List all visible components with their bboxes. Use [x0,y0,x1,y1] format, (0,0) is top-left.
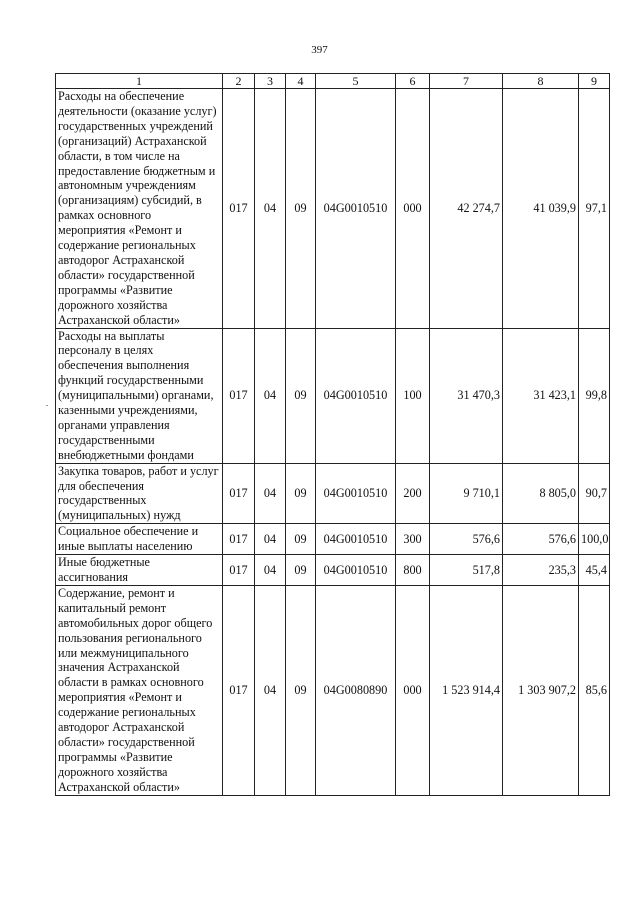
execution-percent: 85,6 [579,585,610,795]
target-article-code: 04G0010510 [316,555,396,586]
actual-amount: 1 303 907,2 [503,585,579,795]
actual-amount: 576,6 [503,524,579,555]
execution-percent: 45,4 [579,555,610,586]
table-row [56,555,610,586]
subsection-code: 09 [286,555,316,586]
admin-code: 017 [223,555,255,586]
target-article-code: 04G0010510 [316,89,396,329]
target-article-code: 04G0010510 [316,524,396,555]
col-header-9: 9 [579,74,610,89]
subsection-code: 09 [286,328,316,463]
subsection-code: 09 [286,463,316,524]
actual-amount: 235,3 [503,555,579,586]
col-header-8: 8 [503,74,579,89]
subsection-code: 09 [286,524,316,555]
expense-name: Расходы на обеспечение деятельности (оказание услуг) государственных учреждений (организаций) Астраханской области, в том числе на предоставление бюджетным и автономным учреждениям (организациям) субсидий, в рамках основного мероприятия «Ремонт и содержание региональных автодорог Астраханской области» государственной программы «Развитие дорожного хозяйства Астраханской области» [56,89,223,329]
expense-type-code: 000 [396,585,430,795]
col-header-4: 4 [286,74,316,89]
planned-amount: 576,6 [430,524,503,555]
col-header-2: 2 [223,74,255,89]
budget-table [55,73,610,796]
scan-speck [46,405,48,406]
expense-type-code: 300 [396,524,430,555]
expense-name: Содержание, ремонт и капитальный ремонт автомобильных дорог общего пользования регионального или межмуниципального значения Астраханской области в рамках основного мероприятия «Ремонт и содержание региональных автодорог Астраханской области» государственной программы «Развитие дорожного хозяйства Астраханской области» [56,585,223,795]
section-code: 04 [255,585,286,795]
planned-amount: 42 274,7 [430,89,503,329]
expense-type-code: 100 [396,328,430,463]
table-row [56,89,610,329]
subsection-code: 09 [286,585,316,795]
actual-amount: 41 039,9 [503,89,579,329]
planned-amount: 9 710,1 [430,463,503,524]
subsection-code: 09 [286,89,316,329]
section-code: 04 [255,328,286,463]
planned-amount: 1 523 914,4 [430,585,503,795]
execution-percent: 100,0 [579,524,610,555]
actual-amount: 8 805,0 [503,463,579,524]
expense-name: Расходы на выплаты персоналу в целях обеспечения выполнения функций государственными (муниципальными) органами, казенными учреждениями, органами управления государственными внебюджетными фондами [56,328,223,463]
execution-percent: 97,1 [579,89,610,329]
col-header-5: 5 [316,74,396,89]
planned-amount: 31 470,3 [430,328,503,463]
actual-amount: 31 423,1 [503,328,579,463]
admin-code: 017 [223,328,255,463]
page-number: 397 [311,44,328,56]
table-row [56,463,610,524]
section-code: 04 [255,89,286,329]
execution-percent: 99,8 [579,328,610,463]
planned-amount: 517,8 [430,555,503,586]
expense-type-code: 200 [396,463,430,524]
table-row [56,524,610,555]
target-article-code: 04G0010510 [316,328,396,463]
admin-code: 017 [223,524,255,555]
table-row [56,585,610,795]
expense-name: Социальное обеспечение и иные выплаты населению [56,524,223,555]
execution-percent: 90,7 [579,463,610,524]
admin-code: 017 [223,89,255,329]
col-header-7: 7 [430,74,503,89]
col-header-1: 1 [56,74,223,89]
target-article-code: 04G0010510 [316,463,396,524]
section-code: 04 [255,463,286,524]
admin-code: 017 [223,585,255,795]
expense-name: Закупка товаров, работ и услуг для обеспечения государственных (муниципальных) нужд [56,463,223,524]
expense-type-code: 000 [396,89,430,329]
col-header-6: 6 [396,74,430,89]
expense-type-code: 800 [396,555,430,586]
admin-code: 017 [223,463,255,524]
col-header-3: 3 [255,74,286,89]
section-code: 04 [255,555,286,586]
header-row [56,74,610,89]
section-code: 04 [255,524,286,555]
table-row [56,328,610,463]
target-article-code: 04G0080890 [316,585,396,795]
expense-name: Иные бюджетные ассигнования [56,555,223,586]
